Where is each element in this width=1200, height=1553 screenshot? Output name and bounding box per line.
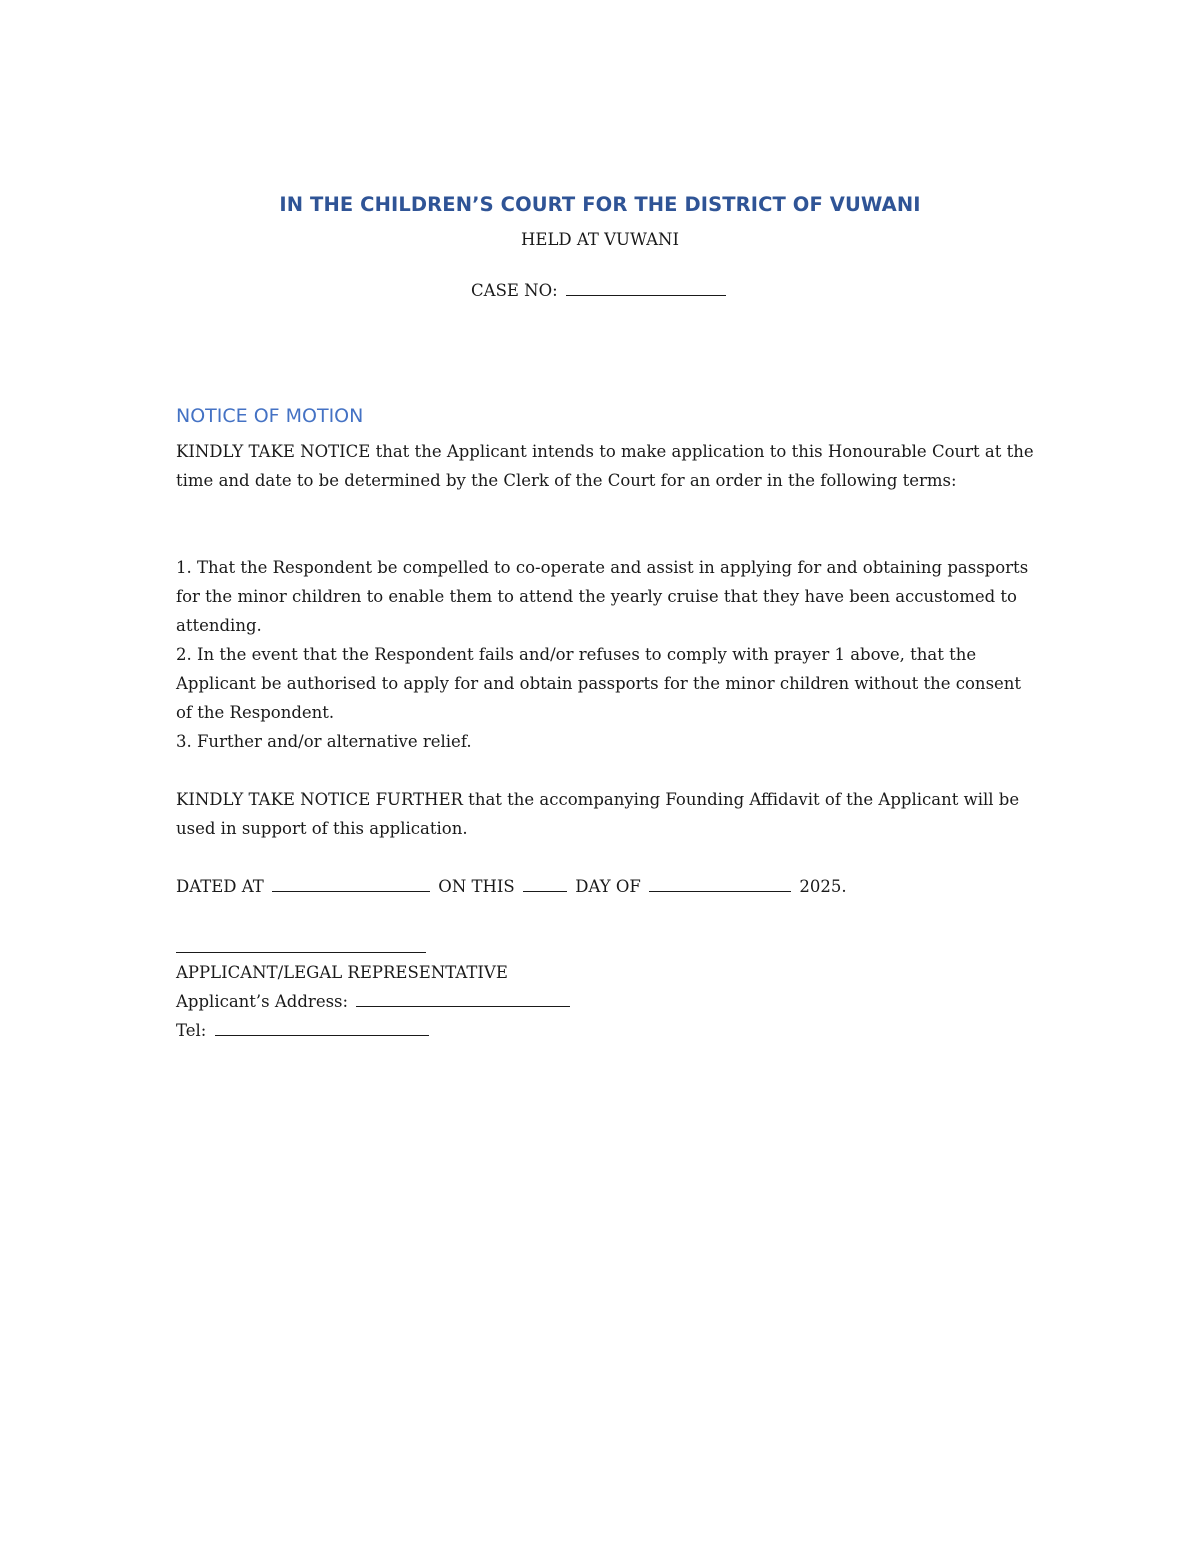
case-number-line	[0, 281, 1200, 300]
prayer-item-3: 3. Further and/or alternative relief.	[176, 732, 472, 751]
tel-blank	[215, 1021, 429, 1036]
case-no-blank	[566, 281, 726, 296]
tel-label: Tel:	[176, 1021, 207, 1040]
tel-line	[176, 1016, 1036, 1045]
dated-line	[176, 872, 1036, 901]
notice-further-paragraph: KINDLY TAKE NOTICE FURTHER that the accompanying Founding Affidavit of the Applicant will be used in support of this application.	[176, 790, 1020, 838]
address-label: Applicant’s Address:	[176, 992, 349, 1011]
day-of-label: DAY OF	[575, 877, 641, 896]
signature-block	[176, 958, 1036, 1045]
address-line	[176, 987, 1036, 1016]
address-blank	[356, 992, 570, 1007]
prayer-item-2: 2. In the event that the Respondent fails and/or refuses to comply with prayer 1 above, that the Applicant be authorised to apply for and obtain passports for the minor children without the consent of the Respondent.	[176, 645, 1022, 722]
dated-at-label: DATED AT	[176, 877, 264, 896]
day-number-blank	[523, 877, 567, 892]
on-this-label: ON THIS	[438, 877, 515, 896]
month-blank	[649, 877, 791, 892]
prayers-list	[176, 553, 1036, 756]
court-title: IN THE CHILDREN’S COURT FOR THE DISTRICT OF VUWANI	[279, 193, 921, 216]
dated-place-blank	[272, 877, 430, 892]
section-heading: NOTICE OF MOTION	[176, 405, 364, 427]
year-label: 2025.	[799, 877, 847, 896]
signature-line	[176, 952, 426, 953]
case-no-label: CASE NO:	[471, 281, 558, 300]
signatory-role: APPLICANT/LEGAL REPRESENTATIVE	[176, 963, 508, 982]
held-at-line: HELD AT VUWANI	[521, 230, 679, 249]
prayer-item-1: 1. That the Respondent be compelled to co-operate and assist in applying for and obtaining passports for the minor children to enable them to attend the yearly cruise that they have been accustomed to attending.	[176, 558, 1029, 635]
notice-intro-paragraph: KINDLY TAKE NOTICE that the Applicant intends to make application to this Honourable Court at the time and date to be determined by the Clerk of the Court for an order in the following terms:	[176, 442, 1034, 490]
